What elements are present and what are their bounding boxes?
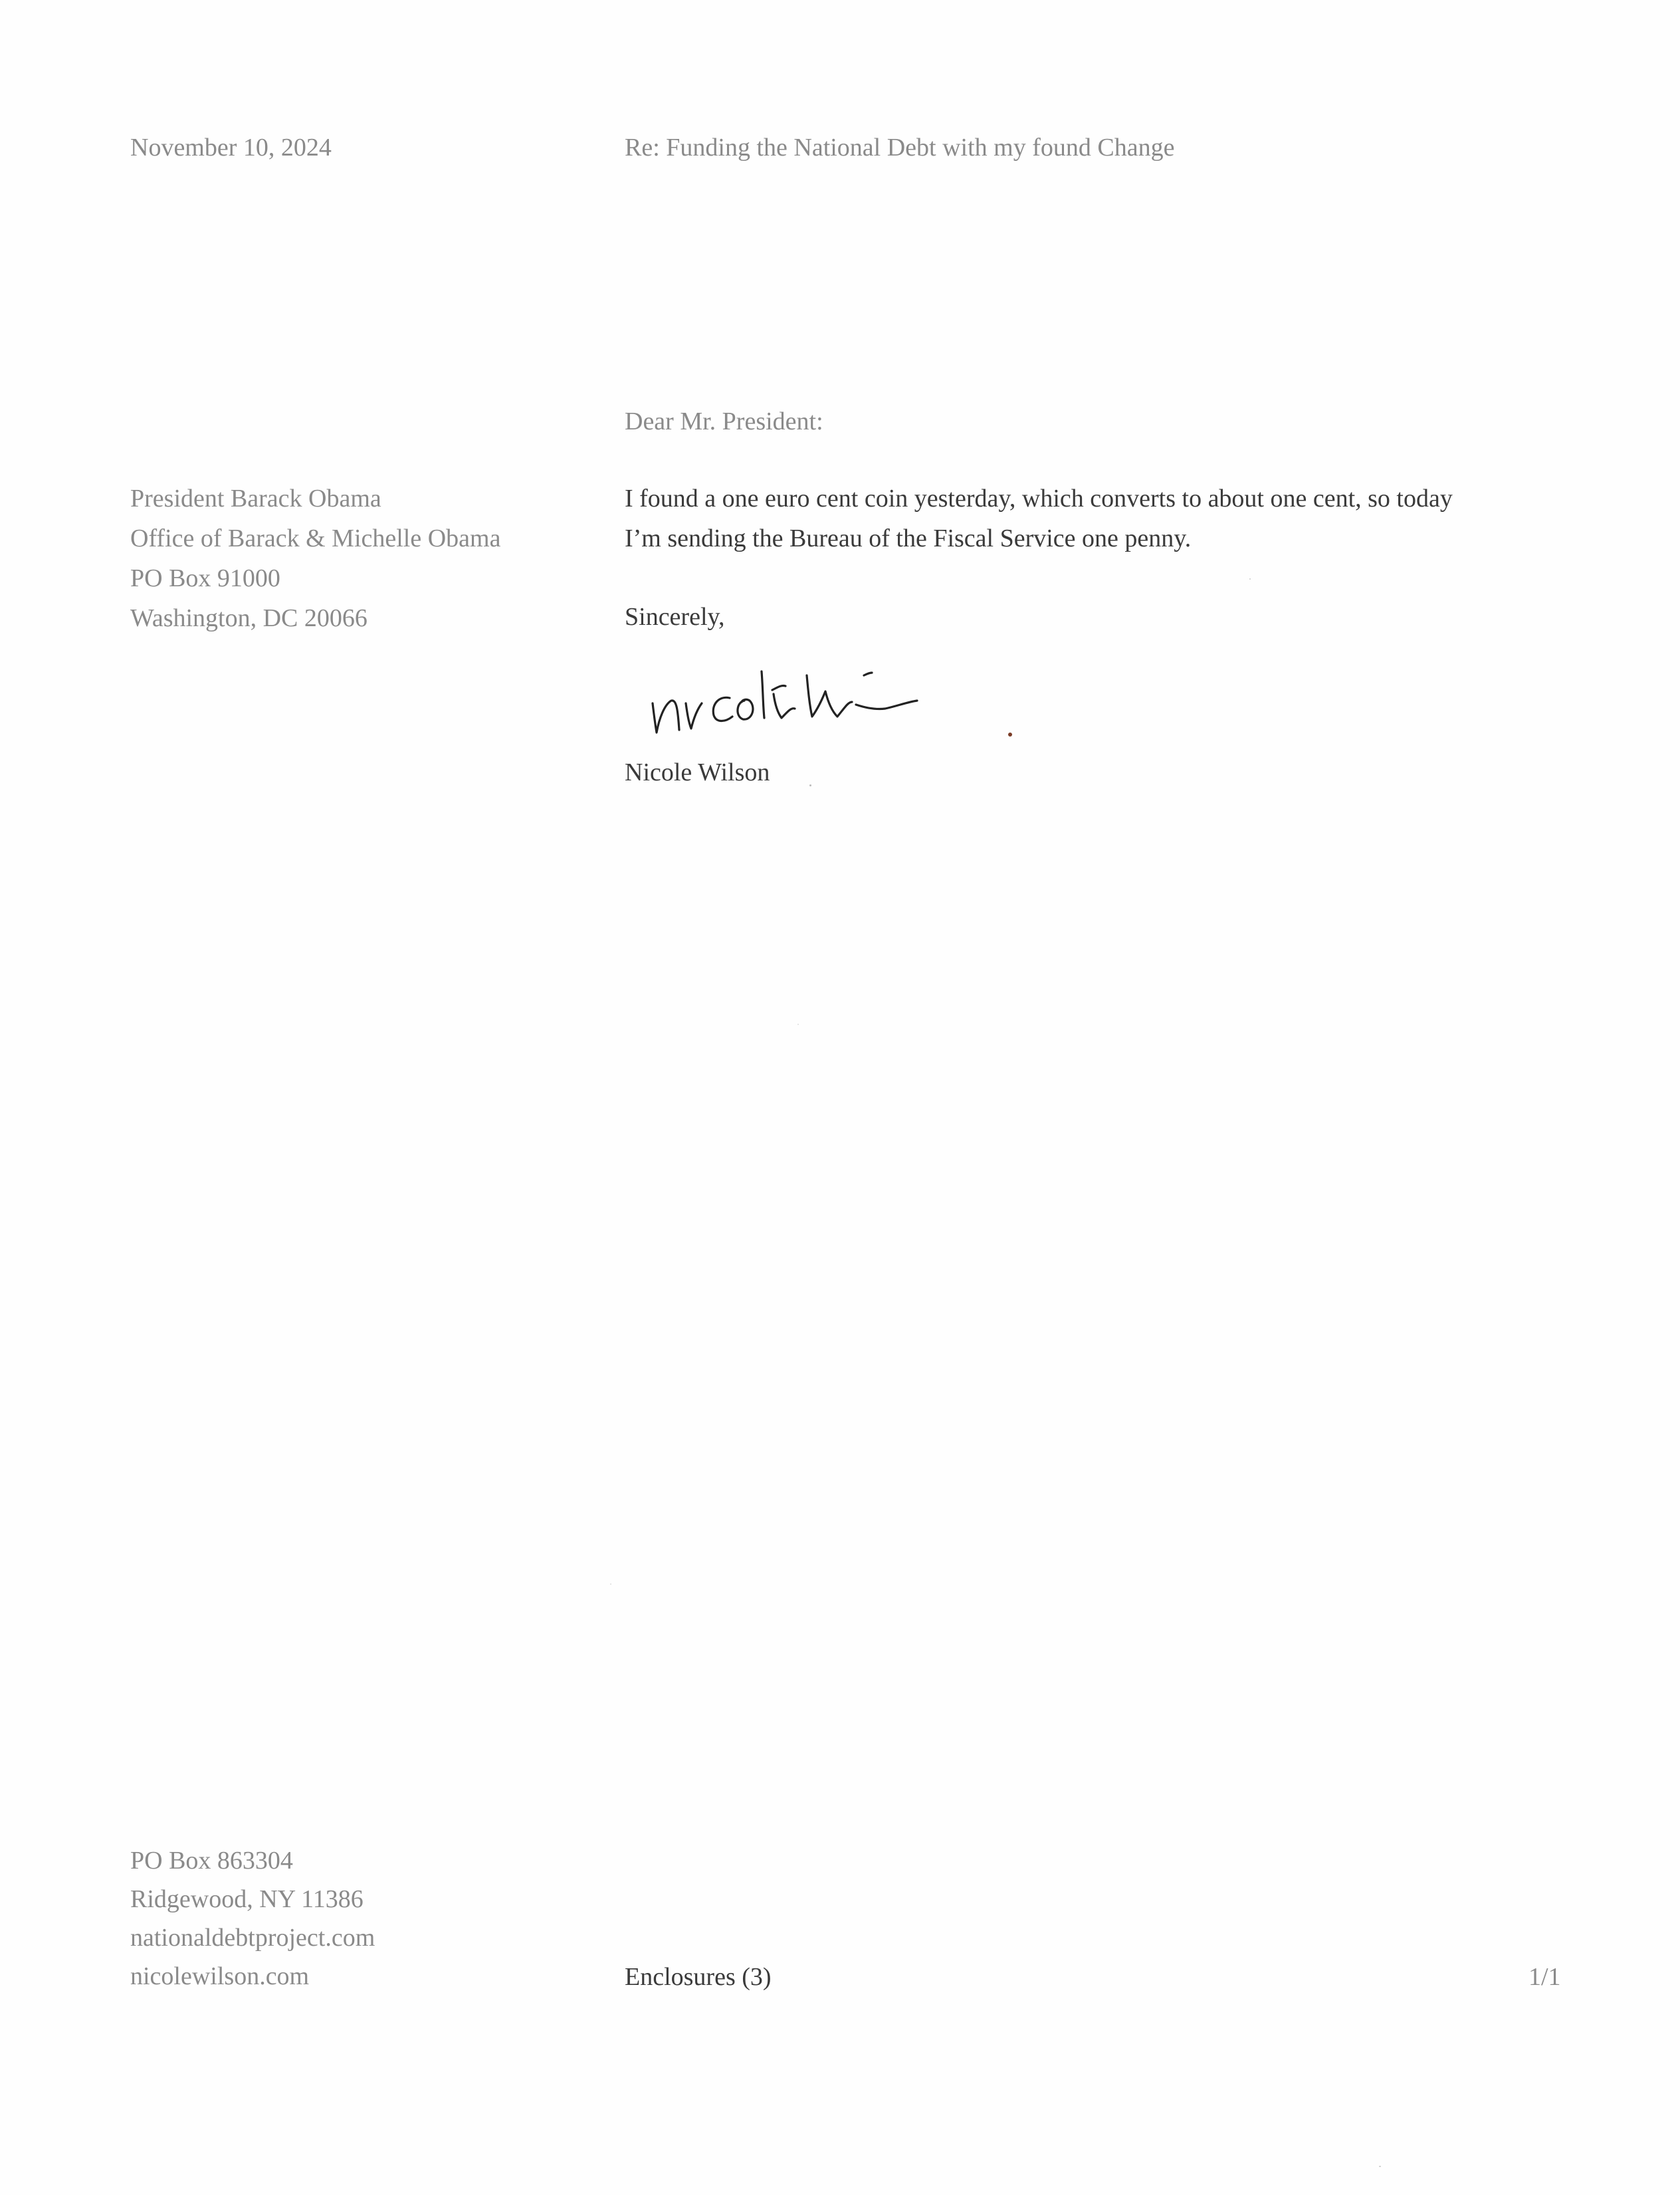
page-number: 1/1: [1528, 1963, 1561, 1991]
salutation: Dear Mr. President:: [625, 407, 823, 435]
sender-website: nationaldebtproject.com: [130, 1924, 375, 1952]
recipient-office: Office of Barack & Michelle Obama: [130, 524, 501, 552]
body-line: I found a one euro cent coin yesterday, which converts to about one cent, so today: [625, 485, 1453, 513]
sender-city: Ridgewood, NY 11386: [130, 1885, 364, 1913]
recipient-name: President Barack Obama: [130, 485, 381, 513]
letter-subject: Re: Funding the National Debt with my found Change: [625, 134, 1175, 162]
signer-name: Nicole Wilson: [625, 758, 770, 786]
scan-speck: [610, 1583, 611, 1585]
scan-speck: [1379, 2166, 1381, 2167]
handwritten-signature: [645, 651, 990, 751]
scan-speck: [809, 784, 811, 786]
recipient-po-box: PO Box 91000: [130, 564, 280, 592]
sender-po-box: PO Box 863304: [130, 1847, 293, 1875]
scan-speck: [1008, 733, 1012, 737]
letter-body: [625, 479, 1453, 558]
recipient-city: Washington, DC 20066: [130, 604, 368, 632]
letter-date: November 10, 2024: [130, 134, 332, 162]
sender-address: [130, 1841, 375, 1996]
scan-speck: [797, 1024, 799, 1025]
closing: Sincerely,: [625, 603, 725, 631]
sender-website-personal: nicolewilson.com: [130, 1962, 310, 1990]
body-line: I’m sending the Bureau of the Fiscal Service one penny.: [625, 524, 1192, 552]
recipient-address: [130, 479, 500, 638]
scan-speck: [1249, 578, 1251, 580]
enclosures-note: Enclosures (3): [625, 1963, 772, 1991]
